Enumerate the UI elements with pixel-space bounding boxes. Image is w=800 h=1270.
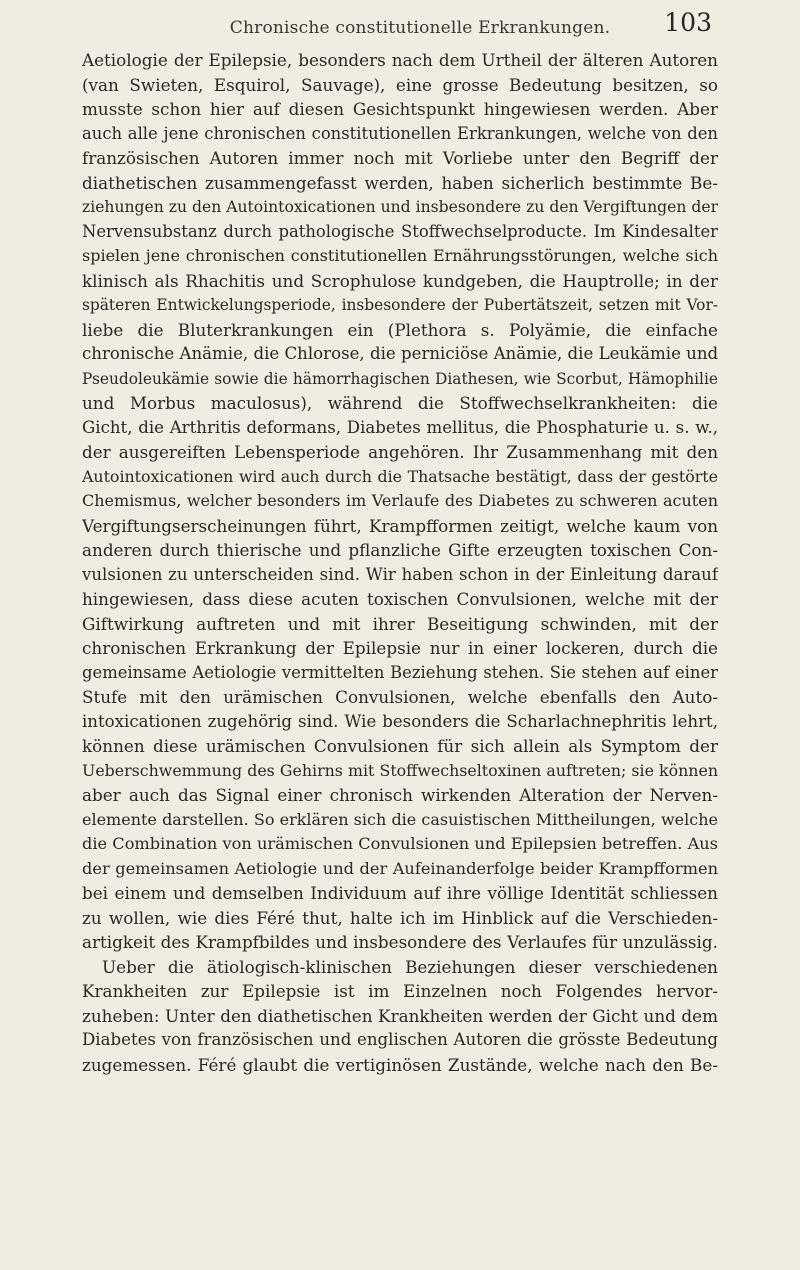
text-line: Chemismus, welcher besonders im Verlaufe des Diabetes zu schweren acuten [82,491,718,510]
page-number: 103 [664,8,712,37]
text-line: bei einem und demselben Individuum auf ihre völlige Identität schliessen [82,883,718,903]
text-line: diathetischen zusammengefasst werden, haben sicherlich bestimmte Be- [82,172,718,193]
text-line: Nervensubstanz durch pathologische Stoffwechselproducte. Im Kindesalter [82,221,718,241]
text-line: Stufe mit den urämischen Convulsionen, welche ebenfalls den Auto- [82,687,718,707]
text-line: chronische Anämie, die Chlorose, die perniciöse Anämie, die Leukämie und [82,344,718,363]
text-line: Gicht, die Arthritis deformans, Diabetes mellitus, die Phosphaturie u. s. w., [82,417,718,437]
text-line: liebe die Bluterkrankungen ein (Plethora s. Polyämie, die einfache [82,319,718,340]
text-line: zuheben: Unter den diathetischen Krankheiten werden der Gicht und dem [82,1005,718,1026]
text-line: aber auch das Signal einer chronisch wirkenden Alteration der Nerven- [82,785,718,805]
text-line: anderen durch thierische und pflanzliche Gifte erzeugten toxischen Con- [82,540,718,560]
text-line: der ausgereiften Lebensperiode angehören. Ihr Zusammenhang mit den [82,442,718,462]
text-line: zu wollen, wie dies Féré thut, halte ich im Hinblick auf die Verschieden- [82,907,718,928]
text-line: Ueber die ätiologisch-klinischen Beziehungen dieser verschiedenen [102,956,718,977]
text-line: auch alle jene chronischen constitutionellen Erkrankungen, welche von den [82,123,718,143]
text-line: (van Swieten, Esquirol, Sauvage), eine grosse Bedeutung besitzen, so [82,74,718,95]
text-line: intoxicationen zugehörig sind. Wie besonders die Scharlachnephritis lehrt, [82,711,718,731]
text-line: Ueberschwemmung des Gehirns mit Stoffwechseltoxinen auftreten; sie können [82,760,718,780]
text-line: Vergiftungserscheinungen führt, Krampfformen zeitigt, welche kaum von [82,515,718,536]
text-line: vulsionen zu unterscheiden sind. Wir haben schon in der Einleitung darauf [82,564,718,584]
text-line: Giftwirkung auftreten und mit ihrer Beseitigung schwinden, mit der [82,613,718,634]
text-line: spielen jene chronischen constitutionellen Ernährungsstörungen, welche sich [82,246,718,265]
text-line: hingewiesen, dass diese acuten toxischen Convulsionen, welche mit der [82,589,718,609]
text-line: elemente darstellen. So erklären sich die casuistischen Mittheilungen, welche [82,809,718,829]
text-line: die Combination von urämischen Convulsionen und Epilepsien betreffen. Aus [82,834,718,853]
text-line: Diabetes von französischen und englischen Autoren die grösste Bedeutung [82,1030,718,1049]
text-line: der gemeinsamen Aetiologie und der Aufeinanderfolge beider Krampfformen [82,858,718,878]
text-line: musste schon hier auf diesen Gesichtspunkt hingewiesen werden. Aber [82,99,718,119]
text-line: artigkeit des Krampfbildes und insbesondere des Verlaufes für unzulässig. [82,932,718,952]
text-line: Aetiologie der Epilepsie, besonders nach dem Urtheil der älteren Autoren [82,50,718,70]
text-line: ziehungen zu den Autointoxicationen und insbesondere zu den Vergiftungen der [82,198,718,216]
text-line: Autointoxicationen wird auch durch die Thatsache bestätigt, dass der gestörte [82,466,718,486]
text-line: und Morbus maculosus), während die Stoffwechselkrankheiten: die [82,393,718,413]
running-title: Chronische constitutionelle Erkrankungen. [229,18,611,38]
text-line: können diese urämischen Convulsionen für sich allein als Symptom der [82,736,718,756]
body-text [82,48,718,1077]
text-line: Krankheiten zur Epilepsie ist im Einzelnen noch Folgendes hervor- [82,981,718,1001]
text-line: gemeinsame Aetiologie vermittelten Beziehung stehen. Sie stehen auf einer [82,662,718,682]
text-line: chronischen Erkrankung der Epilepsie nur in einer lockeren, durch die [82,638,718,658]
text-line: späteren Entwickelungsperiode, insbesondere der Pubertätszeit, setzen mit Vor- [82,296,718,314]
text-line: Pseudoleukämie sowie die hämorrhagischen Diathesen, wie Scorbut, Hämophilie [82,369,718,388]
text-line: zugemessen. Féré glaubt die vertiginösen Zustände, welche nach den Be- [82,1054,718,1075]
text-line: klinisch als Rhachitis und Scrophulose kundgeben, die Hauptrolle; in der [82,270,718,291]
text-line: französischen Autoren immer noch mit Vorliebe unter den Begriff der [82,148,718,168]
